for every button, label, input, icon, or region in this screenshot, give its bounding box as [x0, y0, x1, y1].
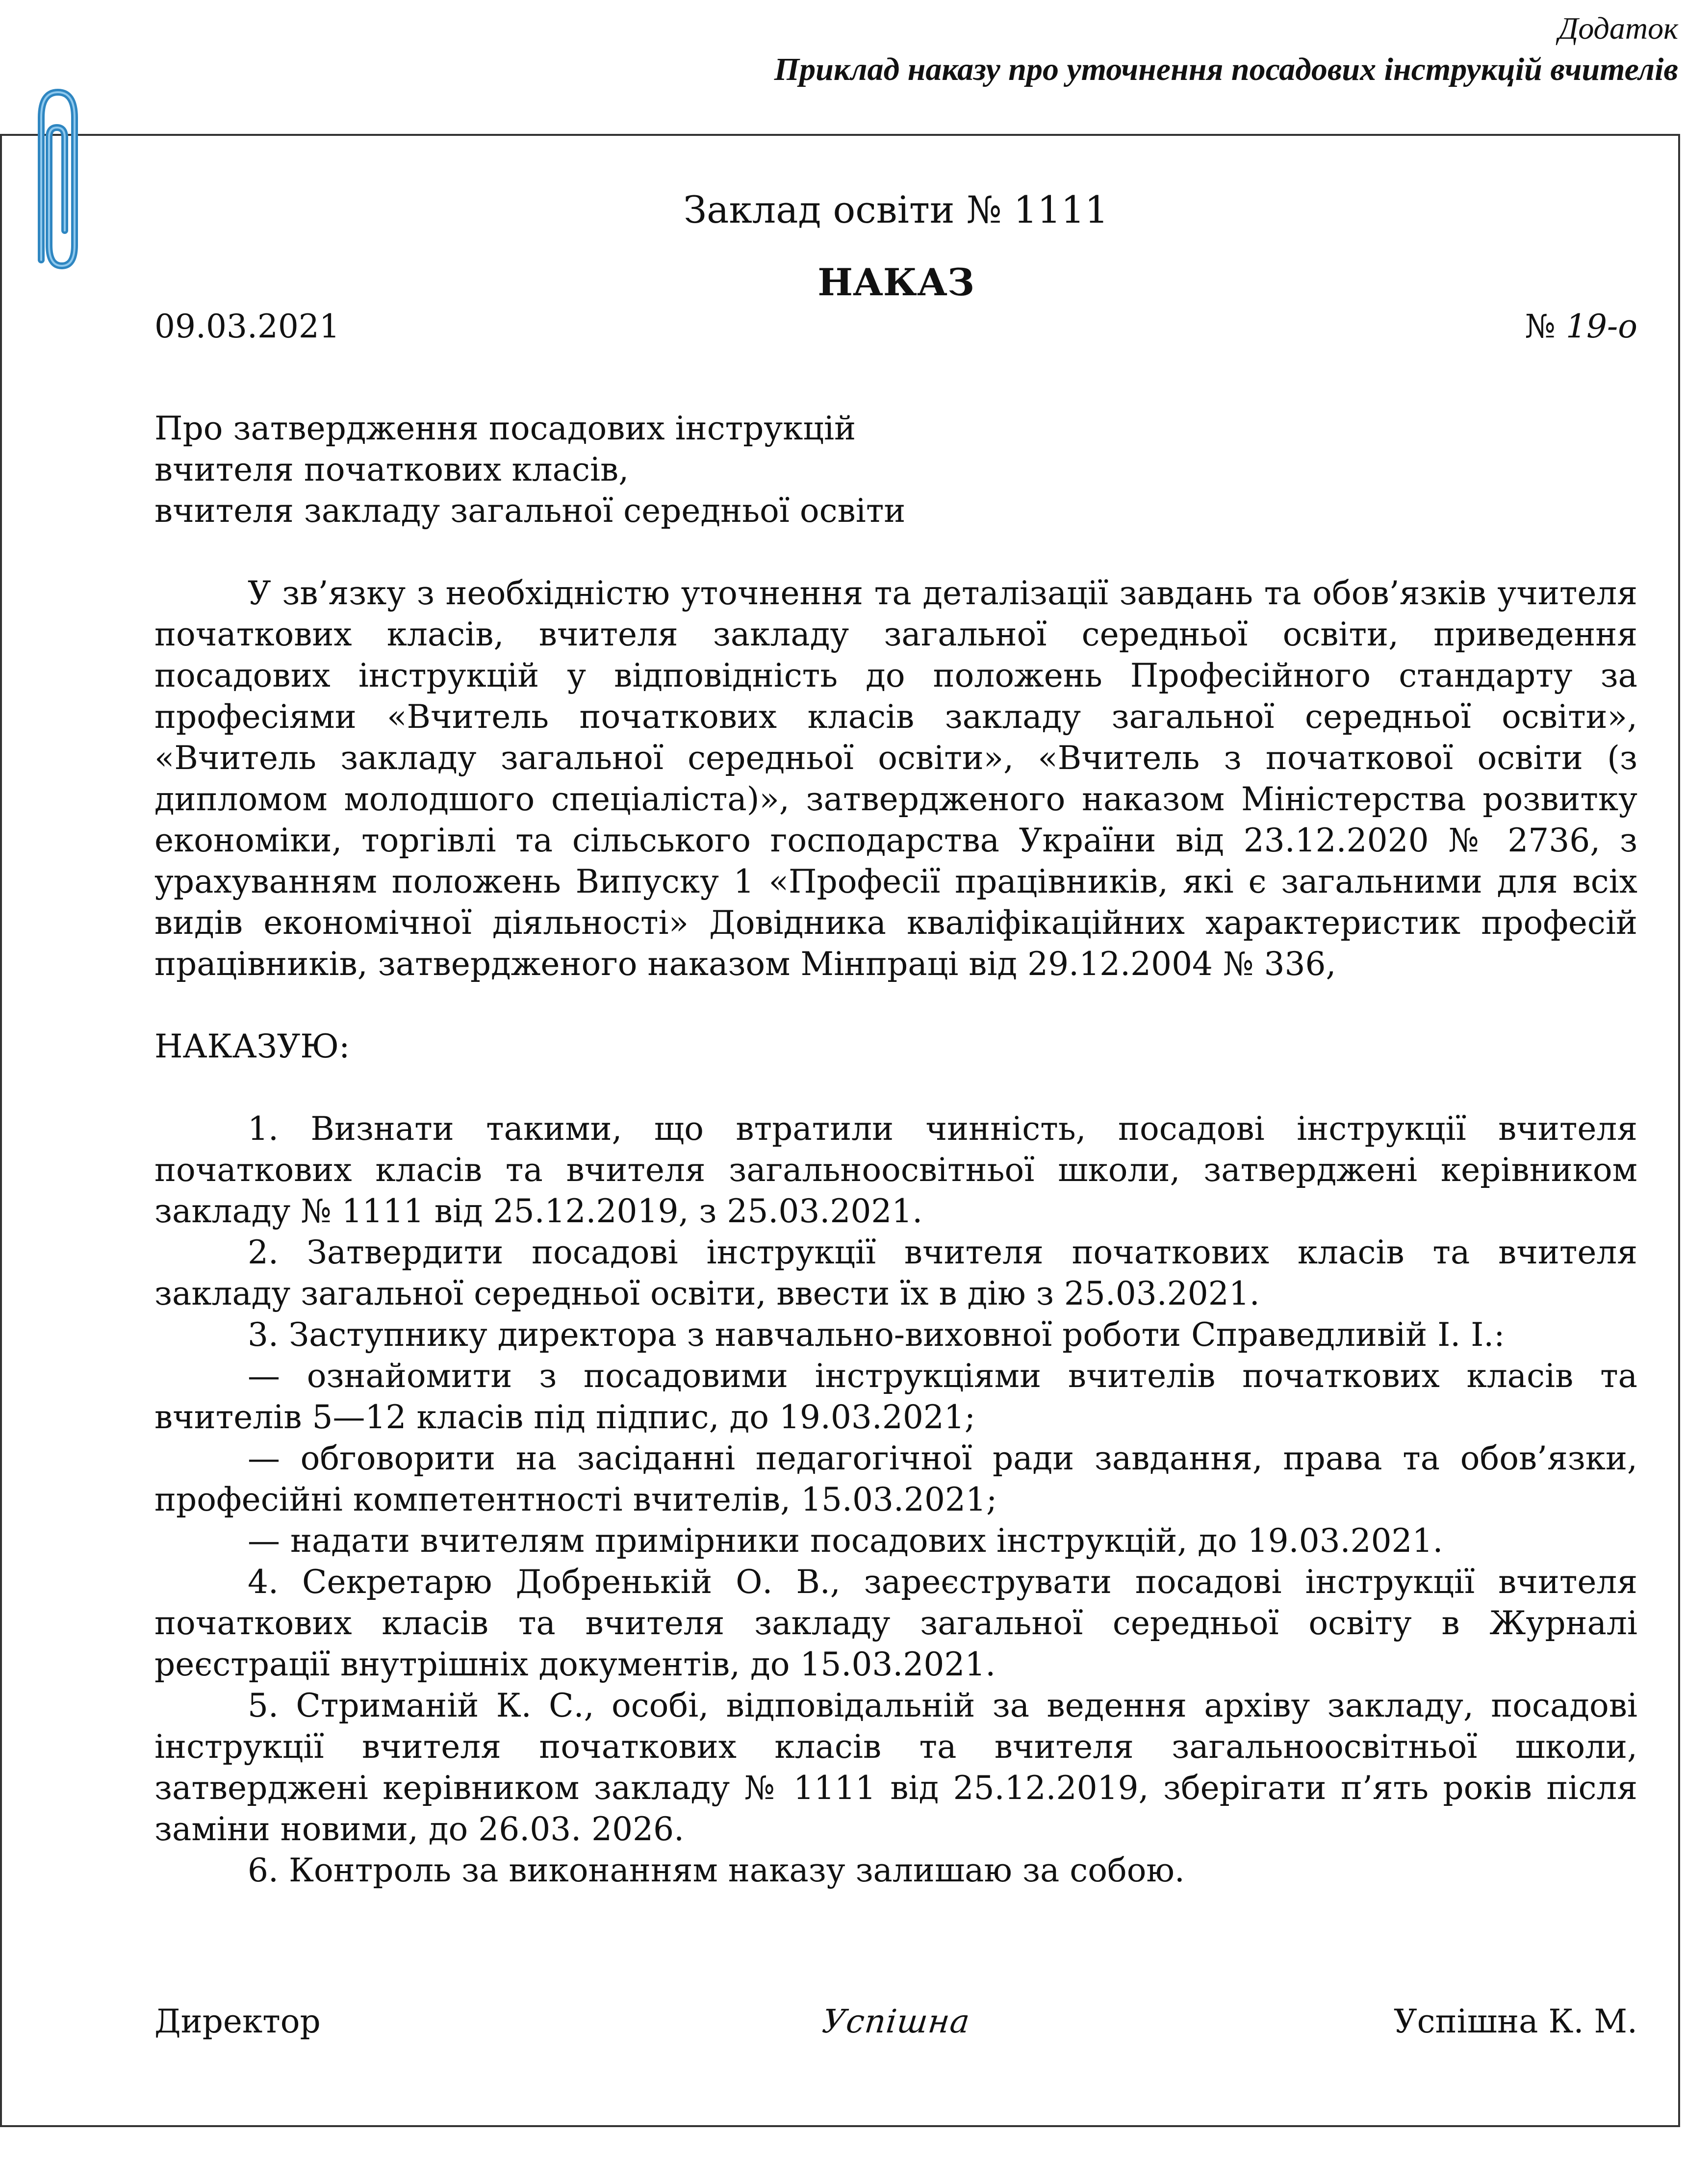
- paperclip-icon: [27, 83, 86, 280]
- order-item-4: 4. Секретарю Добренькій О. В., зареєструвати посадові інструкції вчителя початкових класів та вчителя закладу загальної середньої освіту в Журналі реєстрації внутрішніх документів, до 15.03.2021.: [154, 1563, 1637, 1683]
- appendix-label: Додаток: [1558, 11, 1678, 46]
- subject-line: Про затвердження посадових інструкцій: [154, 410, 856, 447]
- document-title: НАКАЗ: [817, 260, 974, 304]
- order-number: [1525, 306, 1637, 347]
- order-item-6: 6. Контроль за виконанням наказу залишаю за собою.: [248, 1851, 1185, 1889]
- order-items: [154, 1108, 1637, 1891]
- order-number-value: 19-о: [1565, 308, 1637, 345]
- order-item-1: 1. Визнати такими, що втратили чинність, посадові інструкції вчителя початкових класів та вчителя загальноосвітньої школи, затверджені керівником закладу № 1111 від 25.12.2019, з 25.03.2021.: [154, 1110, 1637, 1230]
- order-subitem: — ознайомити з посадовими інструкціями вчителів початкових класів та вчителів 5—12 класів під підпис, до 19.03.2021;: [154, 1357, 1637, 1436]
- order-subject: [154, 408, 1637, 532]
- order-document: [154, 186, 1637, 1891]
- order-subitem: — обговорити на засіданні педагогічної ради завдання, права та обов’язки, професійні компетентності вчителів, 15.03.2021;: [154, 1439, 1637, 1518]
- order-item-5: 5. Стриманій К. С., особі, відповідальній за ведення архіву закладу, посадові інструкції вчителя початкових класів та вчителя загальноосвітньої школи, затверджені керівником закладу № 1111 від 25.12.2019, зберігати п’ять років після заміни новими, до 26.03. 2026.: [154, 1687, 1637, 1848]
- organization-name: Заклад освіти № 1111: [683, 188, 1109, 231]
- subject-line: вчителя закладу загальної середньої освіти: [154, 492, 906, 530]
- signature-row: [154, 2001, 1637, 2042]
- order-number-label: №: [1525, 308, 1566, 345]
- page-header: [774, 8, 1678, 90]
- handwritten-signature: Успішна: [820, 2003, 972, 2040]
- preamble-paragraph: У зв’язку з необхідністю уточнення та деталізації завдань та обов’язків учителя початкових класів, вчителя закладу загальної середньої освіти, приведення посадових інструкцій у відповідність до положень Професійного стандарту за професіями «Вчитель початкових класів закладу загальної середньої освіти», «Вчитель закладу загальної середньої освіти», «Вчитель з початкової освіти (з дипломом молодшого спеціаліста)», затвердженого наказом Міністерства розвитку економіки, торгівлі та сільського господарства України від 23.12.2020 № 2736, з урахуванням положень Випуску 1 «Професії працівників, які є загальними для всіх видів економічної діяльності» Довідника кваліфікаційних характеристик професій працівників, затвердженого наказом Мінпраці від 29.12.2004 № 336,: [154, 574, 1637, 983]
- subject-line: вчителя початкових класів,: [154, 451, 629, 488]
- signatory-position: Директор: [154, 2003, 321, 2040]
- order-date: 09.03.2021: [154, 308, 340, 345]
- order-subitem: — надати вчителям примірники посадових інструкцій, до 19.03.2021.: [248, 1522, 1443, 1560]
- appendix-subtitle: Приклад наказу про уточнення посадових інструкцій вчителів: [774, 51, 1678, 87]
- order-word: НАКАЗУЮ:: [154, 1028, 350, 1065]
- order-item-3: 3. Заступнику директора з навчально-виховної роботи Справедливій І. І.:: [248, 1316, 1505, 1354]
- signatory-name: Успішна К. М.: [1393, 2003, 1637, 2040]
- order-item-2: 2. Затвердити посадові інструкції вчителя початкових класів та вчителя закладу загальної середньої освіти, ввести їх в дію з 25.03.2021.: [154, 1233, 1637, 1312]
- date-number-line: [154, 306, 1637, 347]
